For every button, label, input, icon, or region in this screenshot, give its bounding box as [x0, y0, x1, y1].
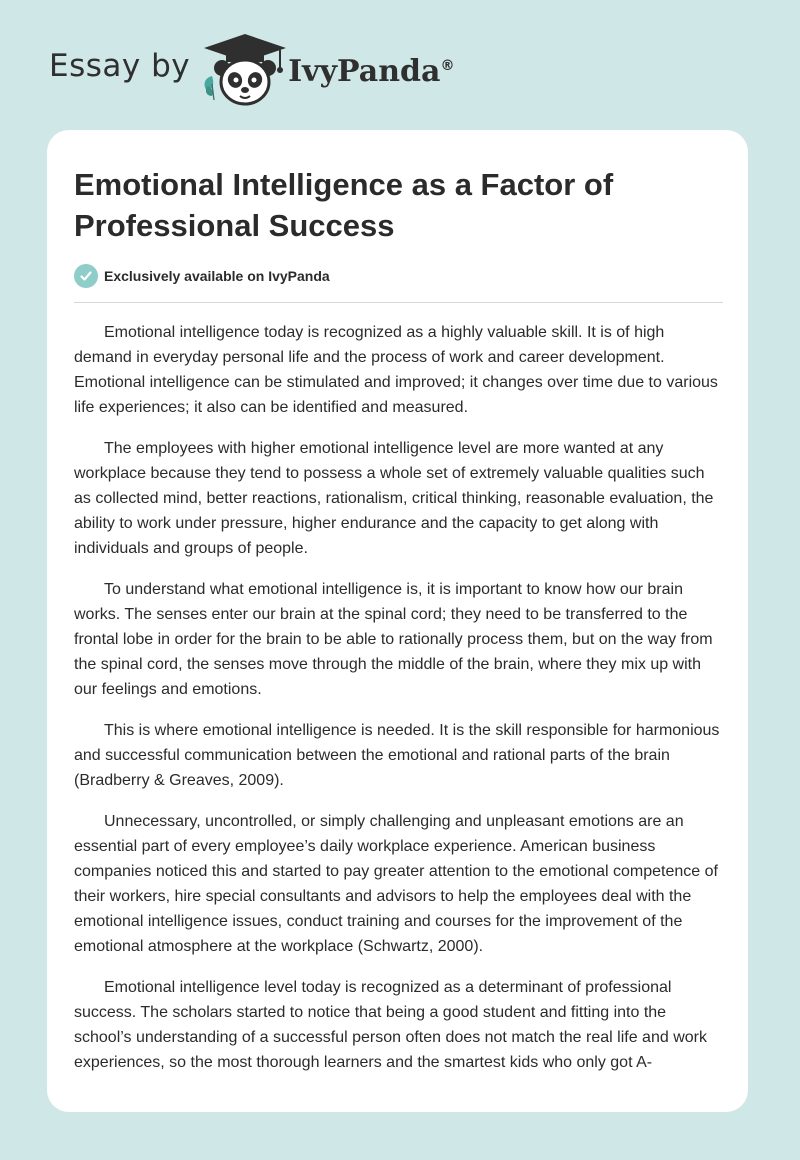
exclusive-label: Exclusively available on IvyPanda [104, 268, 330, 284]
paragraph: To understand what emotional intelligence is, it is important to know how our brain works. The senses enter our brain at the spinal cord; they need to be transferred to the frontal lobe in order for the brain to be able to rationally process them, but on the way from the spinal cord, the senses move through the middle of the brain, where they mix up with our feelings and emotions. [74, 581, 713, 698]
brand-prefix: Essay by [49, 48, 191, 84]
paragraph: Emotional intelligence today is recognized as a highly valuable skill. It is of high demand in everyday personal life and the process of work and career development. Emotional intelligence can be stimulated and improved; it changes over time due to various life experiences; it also can be identified and measured. [74, 324, 718, 416]
paragraph: This is where emotional intelligence is needed. It is the skill responsible for harmonious and successful communication between the emotional and rational parts of the brain (Bradberry & Greaves, 2009). [74, 722, 720, 789]
panda-graduate-icon [200, 30, 290, 110]
paragraph: The employees with higher emotional intelligence level are more wanted at any workplace because they tend to possess a whole set of extremely valuable qualities such as collected mind, better reactions, rationalism, critical thinking, reasonable evaluation, the ability to work under pressure, higher endurance and the capacity to get along with individuals and groups of people. [74, 440, 714, 557]
essay-card [47, 130, 748, 1112]
exclusive-badge [74, 264, 330, 288]
divider [74, 302, 723, 303]
brand-header[interactable] [49, 30, 454, 110]
essay-body [74, 320, 722, 1091]
registered-mark: ® [440, 57, 455, 74]
page-title: Emotional Intelligence as a Factor of Professional Success [74, 167, 614, 243]
paragraph: Unnecessary, uncontrolled, or simply challenging and unpleasant emotions are an essential part of every employee’s daily workplace experience. American business companies noticed this and started to pay greater attention to the emotional competence of their workers, hire special consultants and advisors to help the employees deal with the emotional intelligence issues, conduct training and courses for the improvement of the emotional atmosphere at the workplace (Schwartz, 2000). [74, 813, 718, 955]
check-icon [74, 264, 98, 288]
paragraph: Emotional intelligence level today is recognized as a determinant of professional success. The scholars started to notice that being a good student and fitting into the school’s understanding of a successful person often does not match the real life and work experiences, so the most thorough learners and the smartest kids who only got A- [74, 979, 707, 1071]
brand-name: IvyPanda® [288, 53, 455, 89]
